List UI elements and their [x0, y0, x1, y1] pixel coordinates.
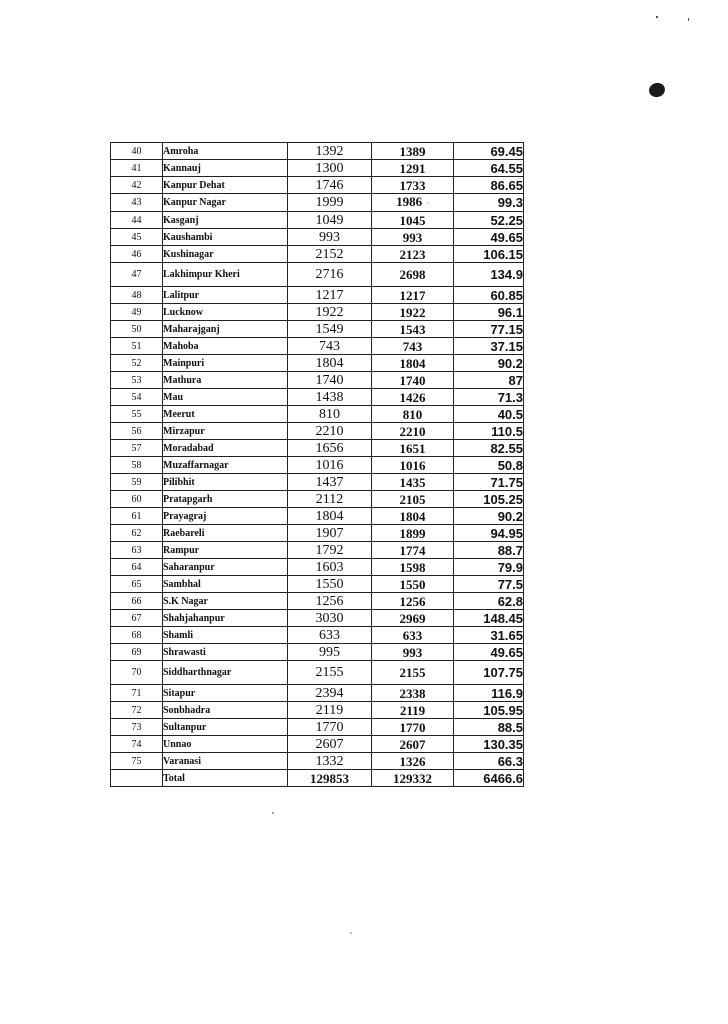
value-a-cell: 743	[288, 338, 372, 355]
district-name-cell: Rampur	[163, 542, 288, 559]
table-row	[111, 661, 524, 685]
scan-speck	[350, 932, 352, 934]
value-c-cell: 71.3	[454, 389, 524, 406]
table-row	[111, 644, 524, 661]
table-row	[111, 702, 524, 719]
district-name-cell: Sitapur	[163, 685, 288, 702]
table-row	[111, 212, 524, 229]
value-c-cell: 86.65	[454, 177, 524, 194]
value-b-cell: 1550	[372, 576, 454, 593]
table-row	[111, 719, 524, 736]
value-c-cell: 110.5	[454, 423, 524, 440]
value-c-cell: 90.2	[454, 355, 524, 372]
serial-number-cell: 61	[111, 508, 163, 525]
district-name-cell: Mainpuri	[163, 355, 288, 372]
value-a-cell: 2607	[288, 736, 372, 753]
table-row	[111, 474, 524, 491]
table-row	[111, 576, 524, 593]
stray-mark: ·	[426, 199, 429, 208]
district-name-cell: Sambhal	[163, 576, 288, 593]
value-b-cell: 993	[372, 229, 454, 246]
serial-number-cell: 56	[111, 423, 163, 440]
district-name-cell: Lucknow	[163, 304, 288, 321]
serial-number-cell: 73	[111, 719, 163, 736]
value-c-cell: 71.75	[454, 474, 524, 491]
district-name-cell: Unnao	[163, 736, 288, 753]
table-row	[111, 542, 524, 559]
value-b-cell: 1899	[372, 525, 454, 542]
serial-number-cell: 57	[111, 440, 163, 457]
value-b-cell: 1804	[372, 508, 454, 525]
table-row	[111, 627, 524, 644]
serial-number-cell: 62	[111, 525, 163, 542]
value-c-cell: 82.55	[454, 440, 524, 457]
value-b-cell: 633	[372, 627, 454, 644]
value-c-cell: 134.9	[454, 263, 524, 287]
value-c-cell: 77.5	[454, 576, 524, 593]
district-data-table	[110, 142, 524, 787]
value-b-text: 1986	[396, 194, 423, 209]
table-row	[111, 685, 524, 702]
table-row	[111, 610, 524, 627]
serial-number-cell: 50	[111, 321, 163, 338]
district-name-cell: Kaushambi	[163, 229, 288, 246]
value-b-cell: 1774	[372, 542, 454, 559]
serial-number-cell: 52	[111, 355, 163, 372]
district-name-cell: Mirzapur	[163, 423, 288, 440]
scan-speck	[656, 16, 658, 18]
district-name-cell: Meerut	[163, 406, 288, 423]
table-row	[111, 406, 524, 423]
value-b-cell: 743	[372, 338, 454, 355]
value-b-cell: 1543	[372, 321, 454, 338]
value-b-cell: 1740	[372, 372, 454, 389]
serial-number-cell: 51	[111, 338, 163, 355]
value-a-cell: 1016	[288, 457, 372, 474]
district-name-cell: Varanasi	[163, 753, 288, 770]
table-row	[111, 143, 524, 160]
value-a-cell: 1603	[288, 559, 372, 576]
value-b-cell: 2210	[372, 423, 454, 440]
total-c-cell: 6466.6	[454, 770, 524, 787]
value-a-cell: 1300	[288, 160, 372, 177]
value-a-cell: 1770	[288, 719, 372, 736]
serial-number-cell: 42	[111, 177, 163, 194]
serial-number-cell: 54	[111, 389, 163, 406]
value-a-cell: 1049	[288, 212, 372, 229]
serial-number-cell: 74	[111, 736, 163, 753]
value-b-cell: 2155	[372, 661, 454, 685]
value-a-cell: 1549	[288, 321, 372, 338]
table-row	[111, 736, 524, 753]
table-row	[111, 263, 524, 287]
value-b-cell: 1389	[372, 143, 454, 160]
value-c-cell: 66.3	[454, 753, 524, 770]
table-row	[111, 753, 524, 770]
table-row	[111, 525, 524, 542]
serial-number-cell: 72	[111, 702, 163, 719]
serial-number-cell: 45	[111, 229, 163, 246]
value-b-cell: 1045	[372, 212, 454, 229]
value-b-cell: 1291	[372, 160, 454, 177]
district-name-cell: Shahjahanpur	[163, 610, 288, 627]
district-name-cell: Shrawasti	[163, 644, 288, 661]
value-b-cell: 1435	[372, 474, 454, 491]
value-a-cell: 1922	[288, 304, 372, 321]
value-a-cell: 1804	[288, 355, 372, 372]
value-b-cell: 2123	[372, 246, 454, 263]
value-b-cell: 2119	[372, 702, 454, 719]
total-label-cell: Total	[163, 770, 288, 787]
serial-number-cell: 64	[111, 559, 163, 576]
serial-number-cell: 47	[111, 263, 163, 287]
value-b-cell: 1598	[372, 559, 454, 576]
table-row	[111, 593, 524, 610]
value-c-cell: 105.25	[454, 491, 524, 508]
table-row	[111, 559, 524, 576]
serial-number-cell: 48	[111, 287, 163, 304]
district-name-cell: Kanpur Nagar	[163, 194, 288, 212]
value-a-cell: 2394	[288, 685, 372, 702]
value-b-cell: 1651	[372, 440, 454, 457]
total-serial-cell	[111, 770, 163, 787]
value-c-cell: 148.45	[454, 610, 524, 627]
serial-number-cell: 67	[111, 610, 163, 627]
value-c-cell: 116.9	[454, 685, 524, 702]
serial-number-cell: 46	[111, 246, 163, 263]
value-a-cell: 3030	[288, 610, 372, 627]
serial-number-cell: 43	[111, 194, 163, 212]
value-a-cell: 1256	[288, 593, 372, 610]
value-c-cell: 49.65	[454, 644, 524, 661]
value-a-cell: 1740	[288, 372, 372, 389]
district-name-cell: Siddharthnagar	[163, 661, 288, 685]
value-a-cell: 1550	[288, 576, 372, 593]
serial-number-cell: 41	[111, 160, 163, 177]
district-name-cell: Kushinagar	[163, 246, 288, 263]
value-b-cell: 810	[372, 406, 454, 423]
table-row	[111, 229, 524, 246]
table-row	[111, 423, 524, 440]
serial-number-cell: 59	[111, 474, 163, 491]
value-a-cell: 2155	[288, 661, 372, 685]
value-c-cell: 40.5	[454, 406, 524, 423]
table-row	[111, 457, 524, 474]
value-c-cell: 64.55	[454, 160, 524, 177]
serial-number-cell: 70	[111, 661, 163, 685]
value-c-cell: 88.7	[454, 542, 524, 559]
value-c-cell: 106.15	[454, 246, 524, 263]
district-name-cell: Pratapgarh	[163, 491, 288, 508]
district-name-cell: Lakhimpur Kheri	[163, 263, 288, 287]
value-c-cell: 96.1	[454, 304, 524, 321]
value-b-cell: 1922	[372, 304, 454, 321]
value-b-cell: 2607	[372, 736, 454, 753]
total-row	[111, 770, 524, 787]
table-row	[111, 372, 524, 389]
value-c-cell: 77.15	[454, 321, 524, 338]
value-c-cell: 87	[454, 372, 524, 389]
value-b-cell: 1804	[372, 355, 454, 372]
value-b-cell	[372, 194, 454, 212]
value-c-cell: 60.85	[454, 287, 524, 304]
value-a-cell: 2112	[288, 491, 372, 508]
serial-number-cell: 49	[111, 304, 163, 321]
district-name-cell: Muzaffarnagar	[163, 457, 288, 474]
value-a-cell: 1438	[288, 389, 372, 406]
district-name-cell: Amroha	[163, 143, 288, 160]
table-row	[111, 321, 524, 338]
value-c-cell: 52.25	[454, 212, 524, 229]
value-b-cell: 2105	[372, 491, 454, 508]
scan-speck	[272, 812, 274, 814]
value-c-cell: 31.65	[454, 627, 524, 644]
table-row	[111, 246, 524, 263]
value-a-cell: 993	[288, 229, 372, 246]
serial-number-cell: 55	[111, 406, 163, 423]
value-a-cell: 810	[288, 406, 372, 423]
serial-number-cell: 40	[111, 143, 163, 160]
district-name-cell: Shamli	[163, 627, 288, 644]
district-name-cell: Maharajganj	[163, 321, 288, 338]
table-row	[111, 440, 524, 457]
value-b-cell: 1426	[372, 389, 454, 406]
district-name-cell: Pilibhit	[163, 474, 288, 491]
value-c-cell: 90.2	[454, 508, 524, 525]
district-name-cell: Mathura	[163, 372, 288, 389]
serial-number-cell: 63	[111, 542, 163, 559]
value-a-cell: 1746	[288, 177, 372, 194]
district-name-cell: Kasganj	[163, 212, 288, 229]
value-a-cell: 1907	[288, 525, 372, 542]
district-name-cell: Sonbhadra	[163, 702, 288, 719]
district-name-cell: Moradabad	[163, 440, 288, 457]
value-a-cell: 1804	[288, 508, 372, 525]
serial-number-cell: 65	[111, 576, 163, 593]
district-name-cell: Kannauj	[163, 160, 288, 177]
value-c-cell: 107.75	[454, 661, 524, 685]
district-name-cell: Lalitpur	[163, 287, 288, 304]
district-name-cell: S.K Nagar	[163, 593, 288, 610]
district-name-cell: Mahoba	[163, 338, 288, 355]
table-row	[111, 508, 524, 525]
value-c-cell: 49.65	[454, 229, 524, 246]
total-a-cell: 129853	[288, 770, 372, 787]
value-b-cell: 993	[372, 644, 454, 661]
value-b-cell: 1217	[372, 287, 454, 304]
value-c-cell: 99.3	[454, 194, 524, 212]
table-row	[111, 177, 524, 194]
value-c-cell: 50.8	[454, 457, 524, 474]
value-b-cell: 2698	[372, 263, 454, 287]
district-name-cell: Mau	[163, 389, 288, 406]
value-c-cell: 94.95	[454, 525, 524, 542]
table-row	[111, 355, 524, 372]
total-b-cell: 129332	[372, 770, 454, 787]
value-b-cell: 2338	[372, 685, 454, 702]
value-b-cell: 2969	[372, 610, 454, 627]
value-a-cell: 2210	[288, 423, 372, 440]
value-c-cell: 105.95	[454, 702, 524, 719]
value-a-cell: 1217	[288, 287, 372, 304]
value-a-cell: 1392	[288, 143, 372, 160]
table-body	[111, 143, 524, 787]
value-c-cell: 37.15	[454, 338, 524, 355]
value-a-cell: 633	[288, 627, 372, 644]
serial-number-cell: 69	[111, 644, 163, 661]
value-a-cell: 1437	[288, 474, 372, 491]
value-b-cell: 1256	[372, 593, 454, 610]
district-name-cell: Saharanpur	[163, 559, 288, 576]
serial-number-cell: 68	[111, 627, 163, 644]
value-a-cell: 1792	[288, 542, 372, 559]
value-a-cell: 1332	[288, 753, 372, 770]
district-name-cell: Sultanpur	[163, 719, 288, 736]
value-a-cell: 995	[288, 644, 372, 661]
value-b-cell: 1326	[372, 753, 454, 770]
table-row	[111, 304, 524, 321]
table-row	[111, 194, 524, 212]
value-c-cell: 62.8	[454, 593, 524, 610]
table-row	[111, 160, 524, 177]
district-name-cell: Raebareli	[163, 525, 288, 542]
serial-number-cell: 44	[111, 212, 163, 229]
value-a-cell: 1656	[288, 440, 372, 457]
table-row	[111, 287, 524, 304]
serial-number-cell: 66	[111, 593, 163, 610]
value-c-cell: 88.5	[454, 719, 524, 736]
table-row	[111, 389, 524, 406]
ink-blot	[647, 81, 666, 99]
table-row	[111, 338, 524, 355]
district-name-cell: Kanpur Dehat	[163, 177, 288, 194]
value-b-cell: 1770	[372, 719, 454, 736]
value-c-cell: 69.45	[454, 143, 524, 160]
serial-number-cell: 53	[111, 372, 163, 389]
value-b-cell: 1733	[372, 177, 454, 194]
value-c-cell: 79.9	[454, 559, 524, 576]
table-row	[111, 491, 524, 508]
value-b-cell: 1016	[372, 457, 454, 474]
value-a-cell: 2119	[288, 702, 372, 719]
value-a-cell: 2152	[288, 246, 372, 263]
serial-number-cell: 71	[111, 685, 163, 702]
value-a-cell: 1999	[288, 194, 372, 212]
value-a-cell: 2716	[288, 263, 372, 287]
serial-number-cell: 60	[111, 491, 163, 508]
serial-number-cell: 75	[111, 753, 163, 770]
serial-number-cell: 58	[111, 457, 163, 474]
value-c-cell: 130.35	[454, 736, 524, 753]
scan-speck	[688, 18, 689, 21]
district-name-cell: Prayagraj	[163, 508, 288, 525]
